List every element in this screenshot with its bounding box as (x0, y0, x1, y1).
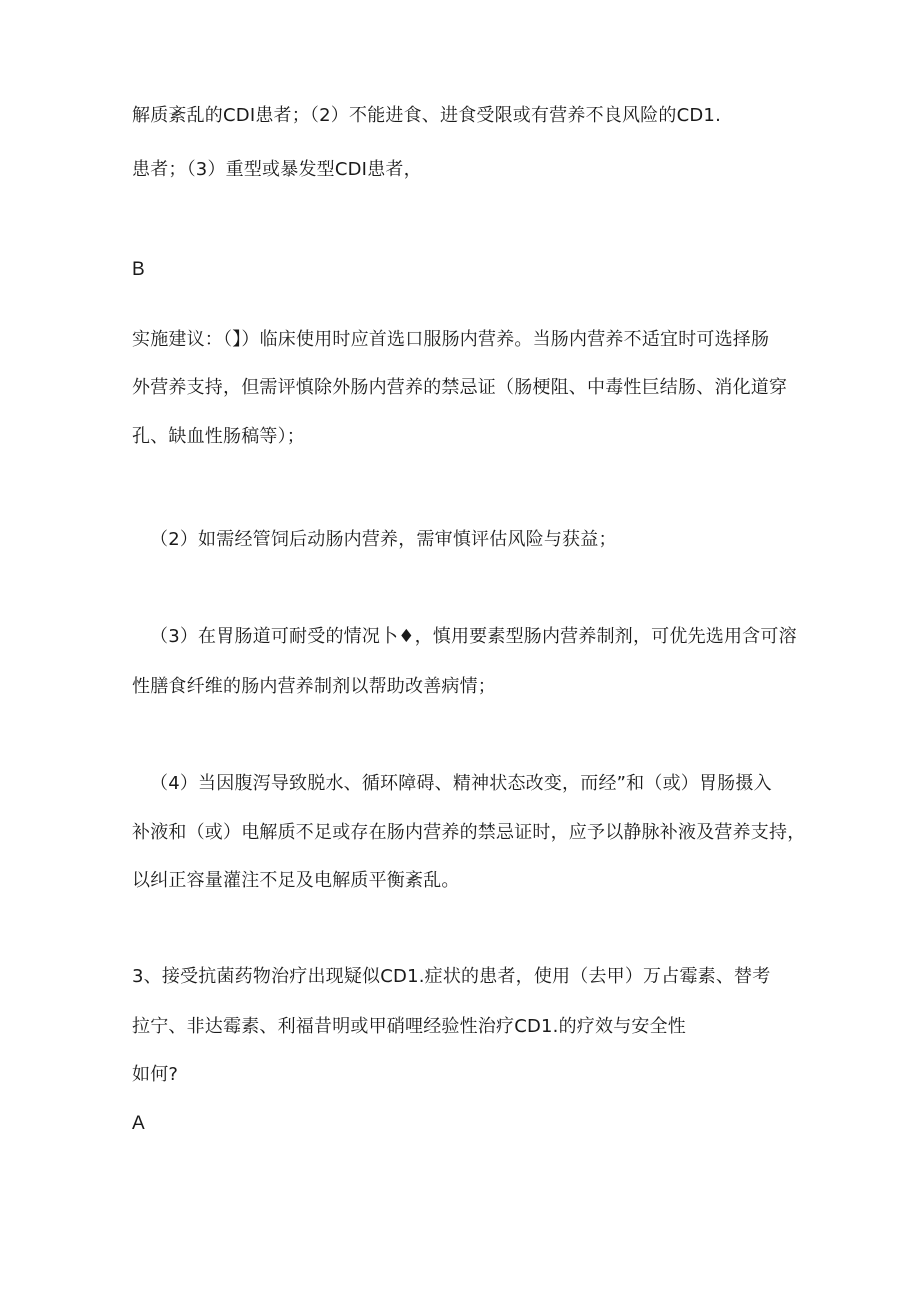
text-line: （3）在胃肠道可耐受的情况卜♦，慎用要素型肠内营养制剂，可优先选用含可溶 (150, 626, 797, 647)
text-line: 患者；（3）重型或暴发型CDI患者， (132, 159, 422, 180)
text-line: （4）当因腹泻导致脱水、循环障碍、精神状态改变，而经”和（或）胃肠摄入 (150, 773, 772, 794)
text-line: 拉宁、非达霉素、利福昔明或甲硝哩经验性治疗CD1.的疗效与安全性 (132, 1016, 686, 1037)
text-line: 性膳食纤维的肠内营养制剂以帮助改善病情； (132, 676, 496, 697)
text-line: 补液和（或）电解质不足或存在肠内营养的禁忌证时，应予以静脉补液及营养支持， (132, 822, 806, 843)
text-line: （2）如需经管饲后动肠内营养，需审慎评估风险与获益； (150, 529, 617, 550)
text-line: 以纠正容量灌注不足及电解质平衡紊乱。 (132, 870, 460, 891)
text-line: 孔、缺血性肠稿等）； (132, 426, 305, 447)
text-line: 外营养支持，但需评慎除外肠内营养的禁忌证（肠梗阻、中毒性巨结肠、消化道穿 (132, 377, 788, 398)
text-line: 实施建议：（】）临床使用时应首选口服肠内营养。当肠内营养不适宜时可选择肠 (132, 329, 770, 350)
section-marker-b: B (132, 259, 145, 280)
text-line: 解质紊乱的CDI患者；（2）不能进食、进食受限或有营养不良风险的CD1. (132, 105, 721, 126)
section-marker-a: A (132, 1113, 145, 1134)
text-line: 如何? (132, 1064, 179, 1085)
question-heading: 3、接受抗菌药物治疗出现疑似CD1.症状的患者，使用（去甲）万占霉素、替考 (132, 966, 771, 987)
